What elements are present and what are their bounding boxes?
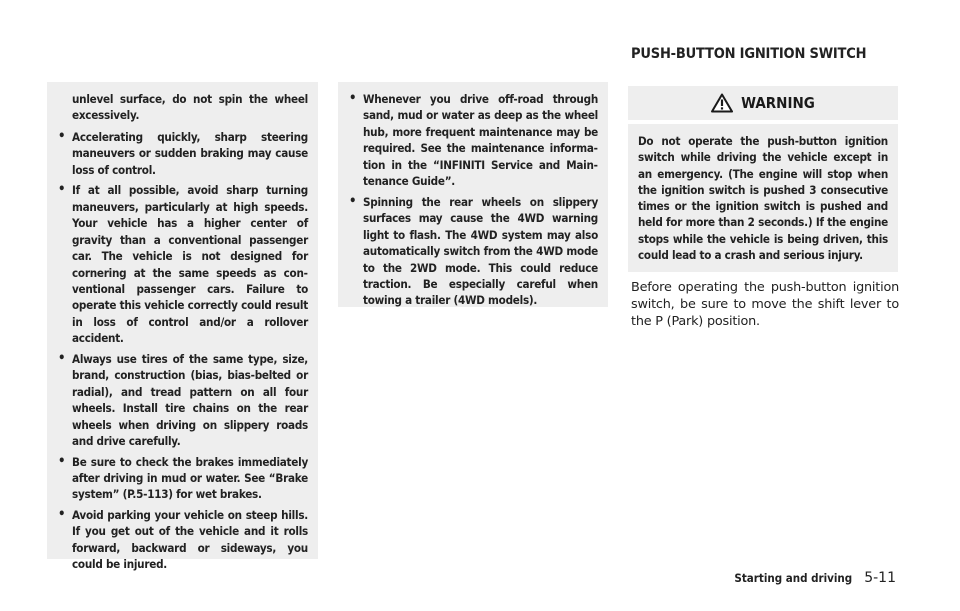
list-item-text: Avoid parking your vehicle on steep hills. If you get out of the vehicle and it rolls forward, backward or sideways, you could be injured. xyxy=(72,507,308,572)
bullet-mark: • xyxy=(58,453,66,469)
warning-box xyxy=(628,86,898,272)
bullet-mark: • xyxy=(349,91,357,106)
list-item xyxy=(346,194,598,309)
list-item xyxy=(346,91,598,190)
warning-text: Do not operate the push-button ignition switch while driving the vehicle except in an emergency. (The engine will stop when the ignition switch is pushed 3 consecutive times or the ignition switch is pushed and held for more than 2 seconds.) If the engine stops while the vehicle is being driven, this could lead to a crash and serious injury. xyxy=(628,124,898,272)
bullet-mark: • xyxy=(58,182,66,198)
bullet-mark: • xyxy=(58,506,66,522)
list-item-text: Always use tires of the same type, size, brand, construction (bias, bias-belted or radial), and tread pattern on all four wheels. Install tire chains on the rear wheels when driving on slippery roads and drive carefully. xyxy=(72,351,308,449)
footer-section-name: Starting and driving xyxy=(734,571,853,585)
list-item-text: Spinning the rear wheels on slippery surfaces may cause the 4WD warning light to flash. The 4WD system may also automatically switch from the 4WD mode to the 2WD mode. This could reduce traction. Be especially careful when towing a trailer (4WD models). xyxy=(363,194,598,308)
warning-continuation-column-1 xyxy=(47,82,318,572)
page-footer xyxy=(734,570,896,586)
bullet-mark: • xyxy=(349,193,357,209)
list-item xyxy=(55,454,308,503)
continued-paragraph: unlevel surface, do not spin the wheel excessively. xyxy=(72,92,308,123)
list-item-text: Accelerating quickly, sharp steering maneuvers or sudden braking may cause loss of control. xyxy=(72,129,308,177)
list-item xyxy=(55,351,308,450)
bullet-mark: • xyxy=(58,128,66,144)
warning-title: WARNING xyxy=(741,94,815,112)
list-item xyxy=(55,129,308,178)
page-number: 5-11 xyxy=(864,570,896,586)
section-title: PUSH-BUTTON IGNITION SWITCH xyxy=(631,46,867,62)
warning-continuation-column-2 xyxy=(338,82,608,307)
list-item-text: Whenever you drive off-road through sand, mud or water as deep as the wheel hub, more frequent maintenance may be required. See the maintenance information in the “INFINITI Service and Maintenance Guide”. xyxy=(363,92,598,189)
list-item-text: Be sure to check the brakes immediately after driving in mud or water. See “Brake system” (P.5-113) for wet brakes. xyxy=(72,454,308,502)
list-item-text: If at all possible, avoid sharp turning maneuvers, particularly at high speeds. Your vehicle has a higher center of gravity than a conventional passenger car. The vehicle is not designed for cornering at the same speeds as conventional passenger cars. Failure to operate this vehicle correctly could result in loss of control and/or a rollover accident. xyxy=(72,183,308,346)
body-paragraph: Before operating the push-button ignition switch, be sure to move the shift lever to the P (Park) position. xyxy=(631,280,899,329)
list-item xyxy=(55,182,308,347)
bullet-mark: • xyxy=(58,350,66,366)
warning-header xyxy=(628,86,898,120)
warning-triangle-icon xyxy=(711,93,733,113)
list-item xyxy=(55,507,308,573)
